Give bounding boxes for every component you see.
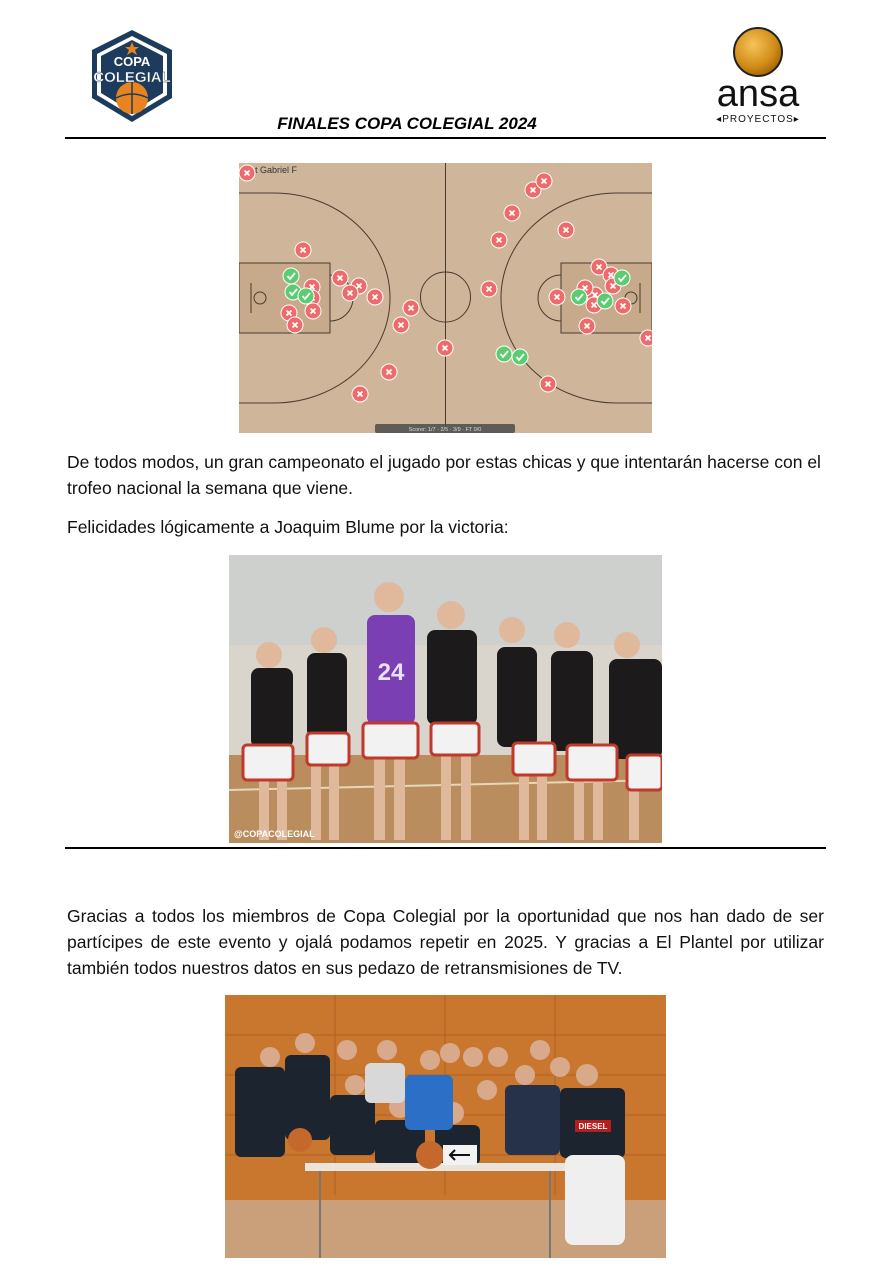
staff-photo — [225, 995, 666, 1258]
header-divider — [65, 137, 826, 139]
shot-chart — [239, 163, 652, 433]
photo-watermark: @COPACOLEGIAL — [234, 829, 315, 839]
paragraph-championship: De todos modos, un gran campeonato el jugado por estas chicas y que intentarán hacerse con el trofeo nacional la semana que viene. — [67, 452, 821, 498]
logo-right-brand: ansa — [716, 73, 800, 115]
ansa-proyectos-logo — [705, 26, 811, 126]
page-title: FINALES COPA COLEGIAL 2024 — [277, 114, 537, 133]
shot-made-mark — [496, 346, 512, 362]
shot-chart-team-label: t Gabriel F — [255, 165, 298, 175]
copa-colegial-logo — [84, 28, 180, 124]
logo-right-tagline: ◂PROYECTOS▸ — [716, 114, 800, 125]
paragraph-congratulations: Felicidades lógicamente a Joaquim Blume por la victoria: — [67, 517, 509, 537]
shot-made-mark — [298, 288, 314, 304]
logo-left-line1: COPA — [113, 54, 151, 69]
logo-left-line2: COLEGIAL — [93, 69, 171, 86]
shot-missed-mark — [640, 330, 652, 346]
section-divider — [65, 847, 826, 849]
paragraph-thanks: Gracias a todos los miembros de Copa Colegial por la oportunidad que nos han dado de ser partícipes de este evento y ojalá podamos repetir en 2025. Y gracias a El Plantel por utilizar también todos nuestros datos en sus pedazo de retransmisiones de TV. — [67, 906, 824, 978]
shirt-text: DIESEL — [578, 1122, 608, 1131]
shot-made-mark — [283, 268, 299, 284]
shot-chart-caption: Scorer: 1/7 · 2/5 · 3/9 · FT 0/0 — [408, 427, 482, 433]
shot-made-mark — [614, 270, 630, 286]
team-photo — [229, 555, 662, 843]
shot-made-mark — [597, 293, 613, 309]
jersey-number: 24 — [377, 659, 405, 686]
shot-made-mark — [512, 349, 528, 365]
shot-made-mark — [571, 289, 587, 305]
